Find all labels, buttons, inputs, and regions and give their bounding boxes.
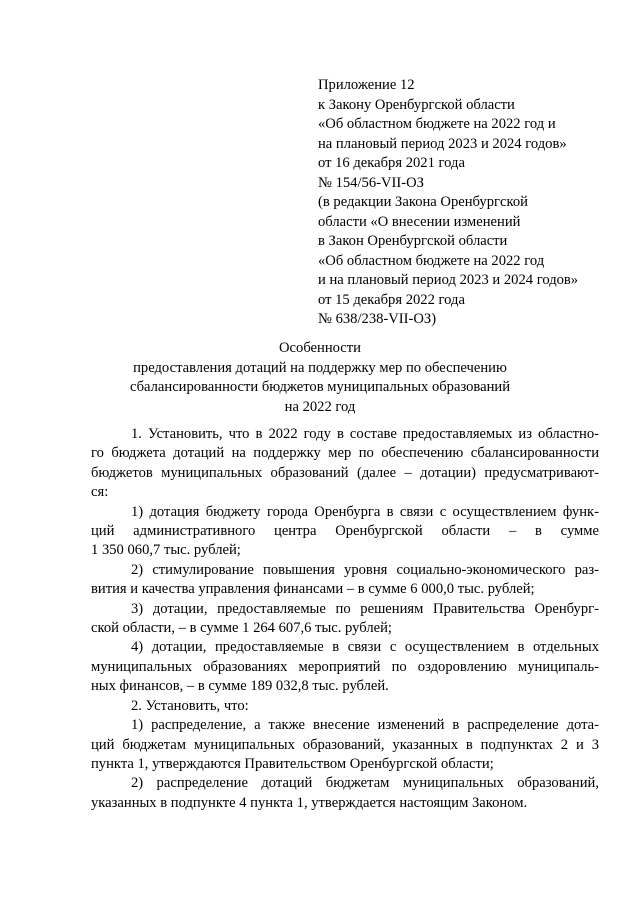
body-line: 1 350 060,7 тыс. рублей;	[91, 542, 241, 559]
body-line: ных финансов, – в сумме 189 032,8 тыс. рублей.	[91, 678, 389, 695]
header-line: от 16 декабря 2021 года	[318, 155, 465, 171]
body-line: ся:	[91, 484, 109, 501]
title-line: Особенности	[279, 340, 361, 356]
body-line: бюджетов муниципальных образований (далее – дотации) предусматривают-	[91, 464, 599, 481]
title-line: на 2022 год	[284, 398, 356, 415]
body-line: 1) распределение, а также внесение изменений в распределение дота-	[131, 717, 599, 734]
header-line: в Закон Оренбургской области	[318, 233, 508, 249]
body-line: ской области, – в сумме 1 264 607,6 тыс. рублей;	[91, 620, 392, 637]
title-line: сбалансированности бюджетов муниципальных образований	[129, 379, 511, 395]
body-line: пункта 1, утверждаются Правительством Оренбургской области;	[91, 755, 494, 772]
header-line: и на плановый период 2023 и 2024 годов»	[318, 272, 579, 288]
body-line: ций бюджетам муниципальных образований, указанных в подпунктах 2 и 3	[91, 736, 599, 753]
body-line: муниципальных образованиях мероприятий по оздоровлению муниципаль-	[91, 658, 599, 675]
body-line: 2. Установить, что:	[131, 697, 249, 714]
header-line: «Об областном бюджете на 2022 год	[318, 252, 545, 269]
header-line: от 15 декабря 2022 года	[318, 291, 465, 308]
body-line: го бюджета дотаций на поддержку мер по обеспечению сбалансированности	[91, 445, 599, 462]
body-line: 1) дотация бюджету города Оренбурга в связи с осуществлением функ-	[131, 503, 599, 520]
title-line: предоставления дотаций на поддержку мер по обеспечению	[133, 359, 507, 376]
header-line: «Об областном бюджете на 2022 год и	[318, 116, 556, 132]
header-line: области «О внесении изменений	[318, 213, 521, 230]
header-line: Приложение 12	[318, 77, 415, 93]
header-line: к Закону Оренбургской области	[318, 96, 515, 113]
header-line: № 638/238-VII-ОЗ)	[318, 311, 437, 327]
body-line: 4) дотации, предоставляемые в связи с осуществлением в отдельных	[131, 639, 599, 656]
body-line: 1. Установить, что в 2022 году в составе предоставляемых из областно-	[131, 426, 599, 442]
header-line: (в редакции Закона Оренбургской	[318, 194, 528, 210]
header-line: на плановый период 2023 и 2024 годов»	[318, 135, 567, 152]
body-line: 2) стимулирование повышения уровня социально-экономического раз-	[131, 561, 599, 578]
header-line: № 154/56-VII-ОЗ	[318, 174, 424, 191]
document-title	[60, 339, 580, 417]
appendix-header	[318, 76, 618, 330]
body-line: вития и качества управления финансами – в сумме 6 000,0 тыс. рублей;	[91, 581, 535, 598]
document-body	[91, 425, 599, 813]
body-line: 2) распределение дотаций бюджетам муниципальных образований,	[131, 775, 599, 792]
body-line: ций административного центра Оренбургской области – в сумме	[91, 523, 599, 540]
body-line: указанных в подпункте 4 пункта 1, утверждается настоящим Законом.	[91, 794, 528, 811]
body-line: 3) дотации, предоставляемые по решениям Правительства Оренбург-	[131, 600, 599, 617]
